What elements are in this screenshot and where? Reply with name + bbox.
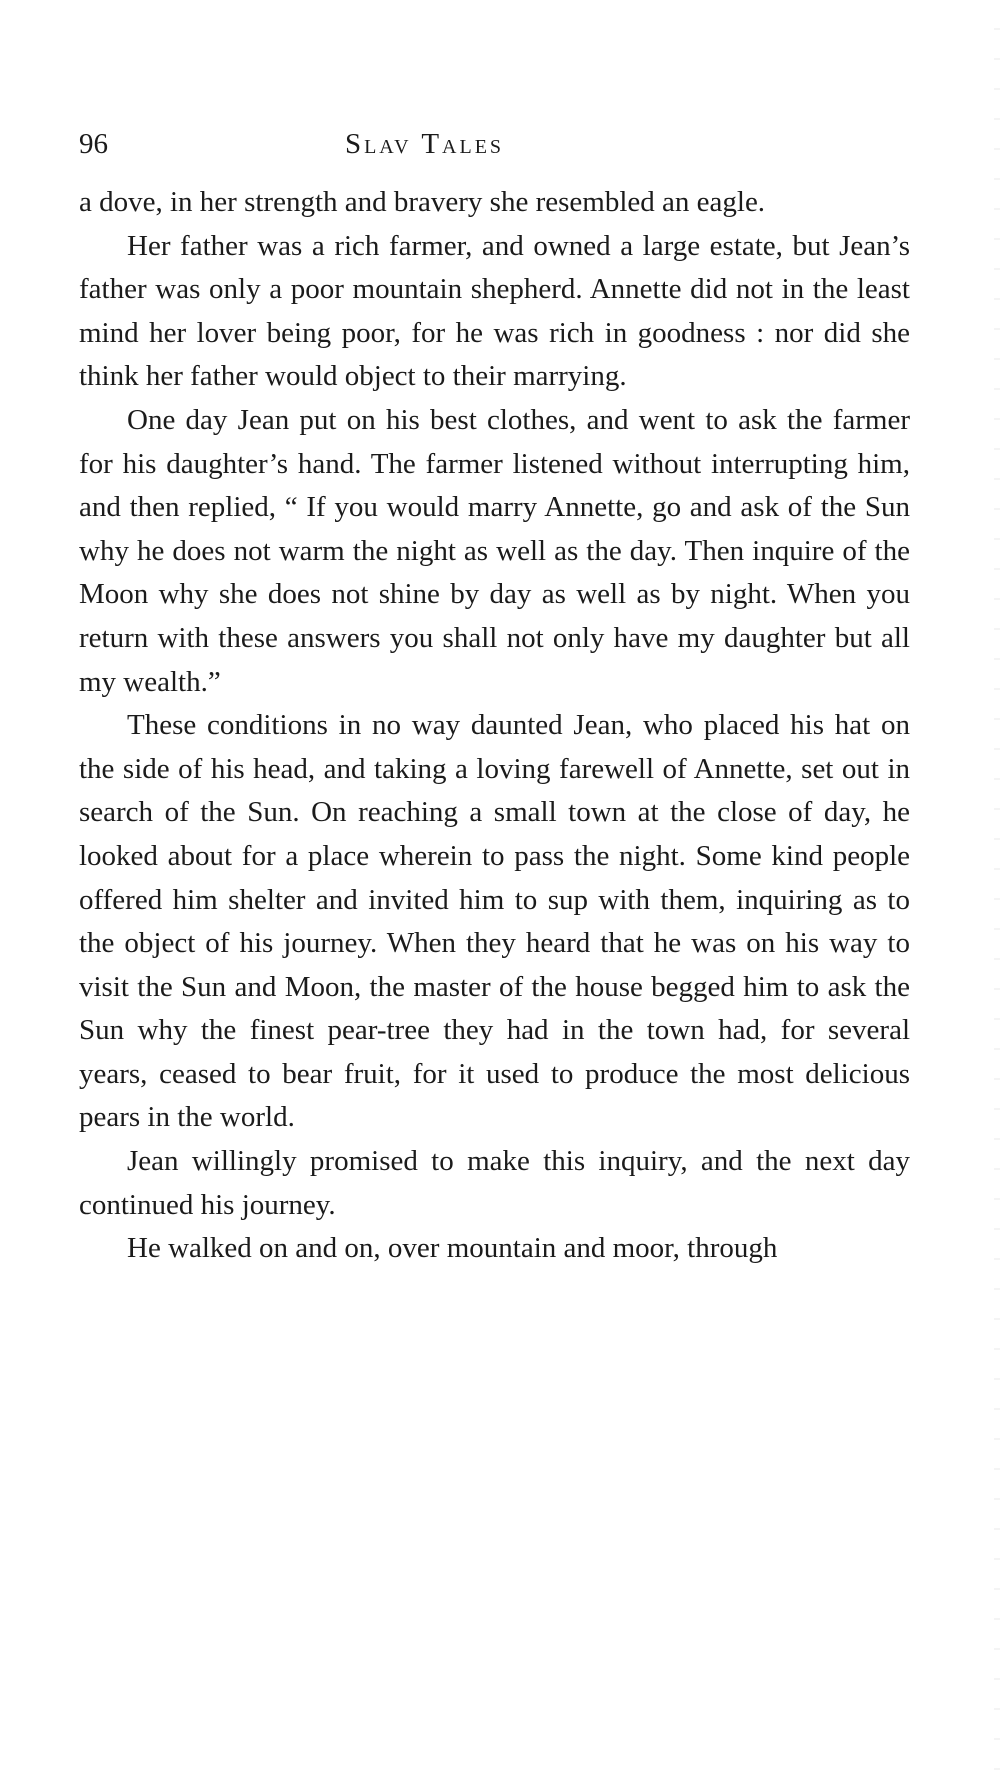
page-number: 96 xyxy=(79,128,108,160)
paragraph-5: Jean willingly promised to make this inquiry, and the next day continued his journey. xyxy=(79,1145,910,1221)
page-edge xyxy=(994,0,1000,1779)
paragraph-6: He walked on and on, over mountain and moor, through xyxy=(127,1232,778,1265)
paragraph-3: One day Jean put on his best clothes, and went to ask the farmer for his daughter’s hand. The farmer listened without interrupting him, and then replied, “ If you would marry Annette, go and ask of the Sun why he does not warm the night as well as the day. Then inquire of the Moon why she does not shine by day as well as by night. When you return with these answers you shall not only have my daughter but all my wealth.” xyxy=(79,403,910,698)
paragraph-2: Her father was a rich farmer, and owned a large estate, but Jean’s father was only a poor mountain shepherd. Annette did not in the least mind her lover being poor, for he was rich in goodness : nor did she think her father would object to their marrying. xyxy=(79,229,910,393)
paragraph-4: These conditions in no way daunted Jean, who placed his hat on the side of his head, and taking a loving farewell of Annette, set out in search of the Sun. On reaching a small town at the close of day, he looked about for a place wherein to pass the night. Some kind people offered him shelter and invited him to sup with them, inquiring as to the object of his journey. When they heard that he was on his way to visit the Sun and Moon, the master of the house begged him to ask the Sun why the finest pear-tree they had in the town had, for several years, ceased to bear fruit, for it used to produce the most delicious pears in the world. xyxy=(79,709,910,1134)
running-head xyxy=(79,124,910,164)
body-text xyxy=(79,181,910,1271)
paragraph-1: a dove, in her strength and bravery she resembled an eagle. xyxy=(79,186,766,218)
running-title: Slav Tales xyxy=(344,128,505,160)
